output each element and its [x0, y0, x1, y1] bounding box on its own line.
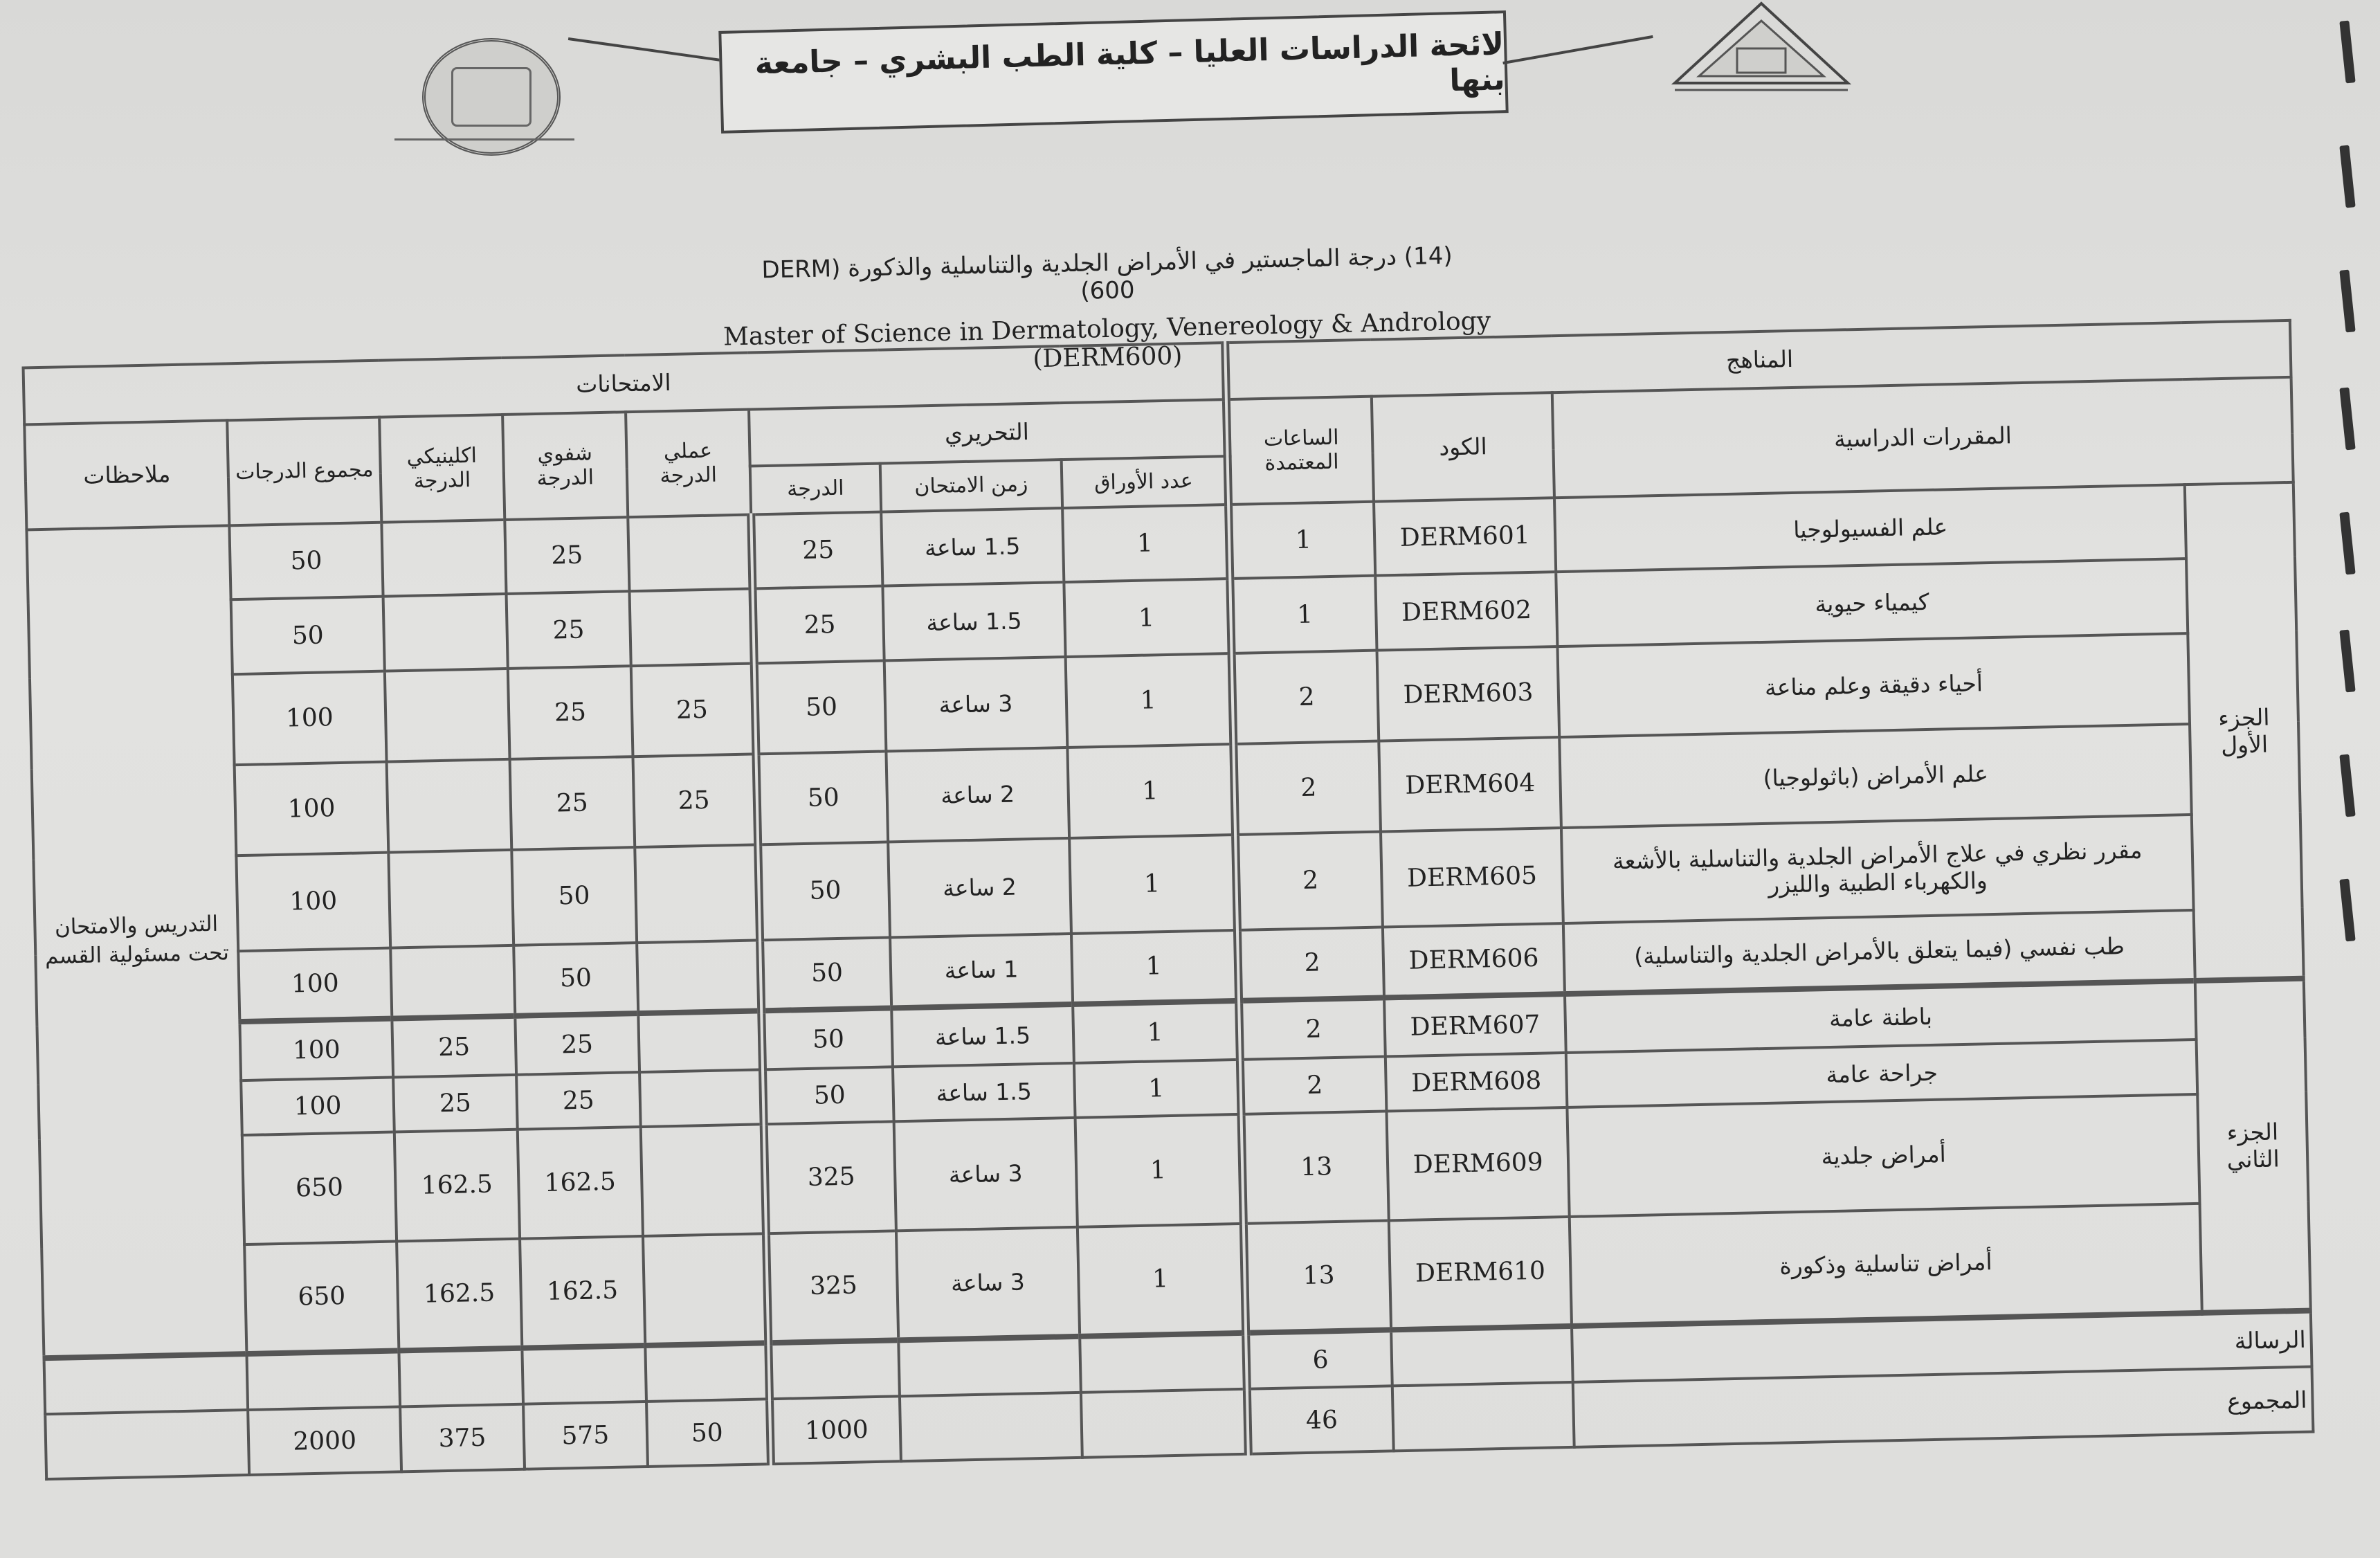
paper-count: 1: [1074, 1059, 1242, 1117]
empty-cell: [898, 1336, 1080, 1396]
course-name: طب نفسي (فيما يتعلق بالأمراض الجلدية والتناسلية): [1563, 910, 2195, 995]
clinical-grade: 25: [392, 1016, 516, 1077]
exam-time: 3 ساعة: [894, 1118, 1078, 1231]
clinical-grade: [381, 520, 506, 597]
written-grade: 50: [756, 751, 888, 844]
practical-grade: [628, 514, 752, 591]
totals-oral: 575: [523, 1402, 648, 1469]
col-practical-header: عملي الدرجة: [626, 409, 751, 517]
thesis-hours: 6: [1246, 1330, 1392, 1389]
total-grade: 50: [230, 522, 383, 599]
oral-grade: 25: [516, 1072, 641, 1130]
practical-grade: [643, 1233, 768, 1345]
practical-grade: [638, 1011, 763, 1072]
clinical-grade: [385, 669, 510, 762]
written-grade: 50: [763, 1067, 894, 1124]
exam-time: 1 ساعة: [890, 933, 1073, 1008]
empty-cell: [247, 1350, 400, 1410]
written-grade: 50: [760, 937, 892, 1011]
clinical-grade: [383, 594, 508, 671]
course-name: أحياء دقيقة وعلم مناعة: [1558, 633, 2190, 737]
totals-practical: 50: [646, 1400, 771, 1467]
col-oral-header: شفوي الدرجة: [502, 412, 628, 520]
header-banner: [718, 10, 1508, 134]
totals-total: 2000: [248, 1407, 401, 1475]
credit-hours: 2: [1234, 741, 1381, 834]
course-code: DERM607: [1384, 994, 1566, 1056]
credit-hours: 13: [1244, 1220, 1391, 1332]
oral-grade: 162.5: [520, 1236, 645, 1348]
written-grade: 50: [754, 660, 886, 754]
totals-written: 1000: [770, 1397, 901, 1465]
total-grade: 100: [235, 761, 388, 855]
clinical-grade: [387, 759, 512, 853]
oral-grade: 162.5: [518, 1127, 643, 1238]
written-grade: 325: [763, 1121, 896, 1233]
written-grade: 25: [752, 586, 884, 663]
col-hours-header: الساعات المعتمدة: [1226, 397, 1373, 505]
thesis-code: [1391, 1325, 1573, 1386]
header-banner-text: لائحة الدراسات العليا – كلية الطب البشري – جامعة بنها: [754, 26, 1506, 99]
oral-grade: 25: [505, 517, 629, 594]
credit-hours: 2: [1239, 998, 1386, 1060]
credit-hours: 2: [1237, 927, 1383, 1001]
empty-cell: [1080, 1332, 1247, 1393]
exam-time: 1.5 ساعة: [891, 1004, 1073, 1067]
empty-cell: [44, 1354, 248, 1415]
curriculum-table-sheet: [22, 319, 2315, 1480]
total-grade: 650: [244, 1241, 399, 1353]
logo-caption-line: [394, 138, 574, 147]
paper-count: 1: [1069, 835, 1238, 934]
total-grade: 100: [233, 671, 386, 764]
practical-grade: [635, 844, 760, 943]
course-code: DERM606: [1383, 923, 1565, 998]
course-name: أمراض جلدية: [1568, 1094, 2200, 1217]
practical-grade: [637, 940, 761, 1014]
exam-time: 1.5 ساعة: [881, 508, 1064, 586]
total-grade: 100: [238, 948, 392, 1022]
course-code: DERM609: [1386, 1107, 1570, 1220]
practical-grade: [639, 1069, 764, 1127]
col-written-header: التحريري: [749, 399, 1228, 466]
exam-time: 2 ساعة: [888, 838, 1071, 937]
exam-time: 3 ساعة: [896, 1227, 1080, 1340]
course-code: DERM603: [1377, 646, 1559, 741]
course-name: مقرر نظري في علاج الأمراض الجلدية والتناسلية بالأشعة والكهرباء الطبية والليزر: [1561, 815, 2193, 923]
col-papers-header: عدد الأوراق: [1061, 456, 1228, 508]
practical-grade: [629, 589, 754, 666]
credit-hours: 2: [1232, 650, 1379, 743]
paper-count: 1: [1067, 744, 1235, 838]
course-code: DERM608: [1386, 1053, 1568, 1112]
part2-label: الجزء الثاني: [2195, 979, 2311, 1312]
col-notes-header: ملاحظات: [24, 420, 229, 529]
part1-label: الجزء الأول: [2185, 482, 2304, 981]
practical-grade: [641, 1124, 766, 1235]
totals-code: [1392, 1382, 1575, 1451]
clinical-grade: [388, 849, 514, 948]
written-grade: 25: [751, 511, 883, 588]
oral-grade: 25: [509, 757, 635, 850]
total-grade: 100: [240, 1019, 393, 1080]
clinical-grade: 162.5: [394, 1130, 520, 1241]
paper-count: 1: [1078, 1224, 1246, 1337]
university-logo: [1661, 0, 1862, 97]
practical-grade: 25: [631, 663, 756, 757]
total-grade: 100: [237, 852, 391, 950]
oral-grade: 50: [511, 847, 637, 945]
paper-count: 1: [1062, 505, 1230, 583]
credit-hours: 2: [1236, 831, 1383, 930]
empty-cell: [645, 1343, 770, 1402]
written-grade: 50: [758, 842, 890, 940]
paper-count: 1: [1064, 579, 1232, 657]
exam-time: 1.5 ساعة: [883, 582, 1066, 660]
course-name: كيمياء حيوية: [1556, 559, 2188, 646]
course-name: علم الفسيولوجيا: [1554, 484, 2186, 572]
course-code: DERM604: [1379, 737, 1561, 831]
empty-cell: [768, 1340, 900, 1400]
empty-cell: [900, 1393, 1082, 1461]
course-name: علم الأمراض (باثولوجيا): [1560, 724, 2192, 828]
course-name: باطنة عامة: [1565, 981, 2196, 1052]
program-title-english: Master of Science in Dermatology, Venereology & Andrology (DERM600): [723, 307, 1491, 374]
credit-hours: 1: [1230, 576, 1377, 653]
clinical-grade: 25: [393, 1074, 518, 1132]
oral-grade: 25: [508, 666, 633, 759]
empty-cell: [399, 1348, 523, 1407]
oral-grade: 25: [515, 1013, 639, 1074]
oral-grade: 25: [506, 591, 630, 668]
curriculum-table: [22, 319, 2315, 1480]
paper-count: 1: [1073, 1001, 1240, 1062]
credit-hours: 13: [1242, 1111, 1389, 1223]
col-exam-time-header: زمن الامتحان: [880, 460, 1062, 512]
paper-count: 1: [1075, 1114, 1244, 1227]
total-grade: 50: [231, 597, 385, 674]
group-curricula-header: المناهج: [1226, 320, 2291, 399]
totals-clinical: 375: [400, 1404, 525, 1471]
exam-time: 3 ساعة: [884, 657, 1067, 751]
col-course-header: المقررات الدراسية: [1552, 377, 2293, 498]
col-total-header: مجموع الدرجات: [227, 417, 381, 526]
course-code: DERM610: [1389, 1217, 1572, 1330]
program-title-arabic: (14) درجة الماجستير في الأمراض الجلدية والتناسلية والذكورة (DERM 600): [761, 242, 1453, 305]
group-exams-header: الامتحانات: [24, 343, 1227, 424]
written-grade: 325: [766, 1231, 899, 1343]
course-code: DERM601: [1374, 498, 1556, 576]
totals-hours: 46: [1247, 1386, 1393, 1454]
written-grade: 50: [761, 1008, 893, 1069]
paper-count: 1: [1071, 930, 1239, 1004]
empty-cell: [522, 1346, 646, 1405]
clinical-grade: [390, 945, 515, 1019]
col-code-header: الكود: [1372, 392, 1555, 501]
col-written-grade-header: الدرجة: [750, 463, 881, 514]
exam-time: 2 ساعة: [887, 748, 1069, 842]
empty-cell: [45, 1410, 249, 1479]
col-clinical-header: اكلينيكي الدرجة: [379, 415, 505, 523]
total-grade: 650: [242, 1132, 397, 1244]
clinical-grade: 162.5: [397, 1239, 522, 1350]
credit-hours: 2: [1240, 1056, 1386, 1114]
notes-cell: التدريس والامتحان تحت مسئولية القسم: [26, 525, 246, 1358]
oral-grade: 50: [514, 943, 638, 1017]
totals-label: المجموع: [1573, 1367, 2313, 1447]
paper-count: 1: [1065, 653, 1233, 748]
exam-time: 1.5 ساعة: [893, 1062, 1075, 1121]
empty-cell: [1081, 1389, 1249, 1458]
practical-grade: 25: [633, 754, 758, 847]
credit-hours: 1: [1229, 501, 1376, 579]
course-code: DERM605: [1381, 828, 1563, 927]
course-name: جراحة عامة: [1566, 1039, 2197, 1107]
total-grade: 100: [241, 1077, 394, 1135]
course-code: DERM602: [1375, 572, 1558, 650]
course-name: أمراض تناسلية وذكورة: [1570, 1204, 2202, 1326]
thesis-label: الرسالة: [1572, 1310, 2311, 1382]
